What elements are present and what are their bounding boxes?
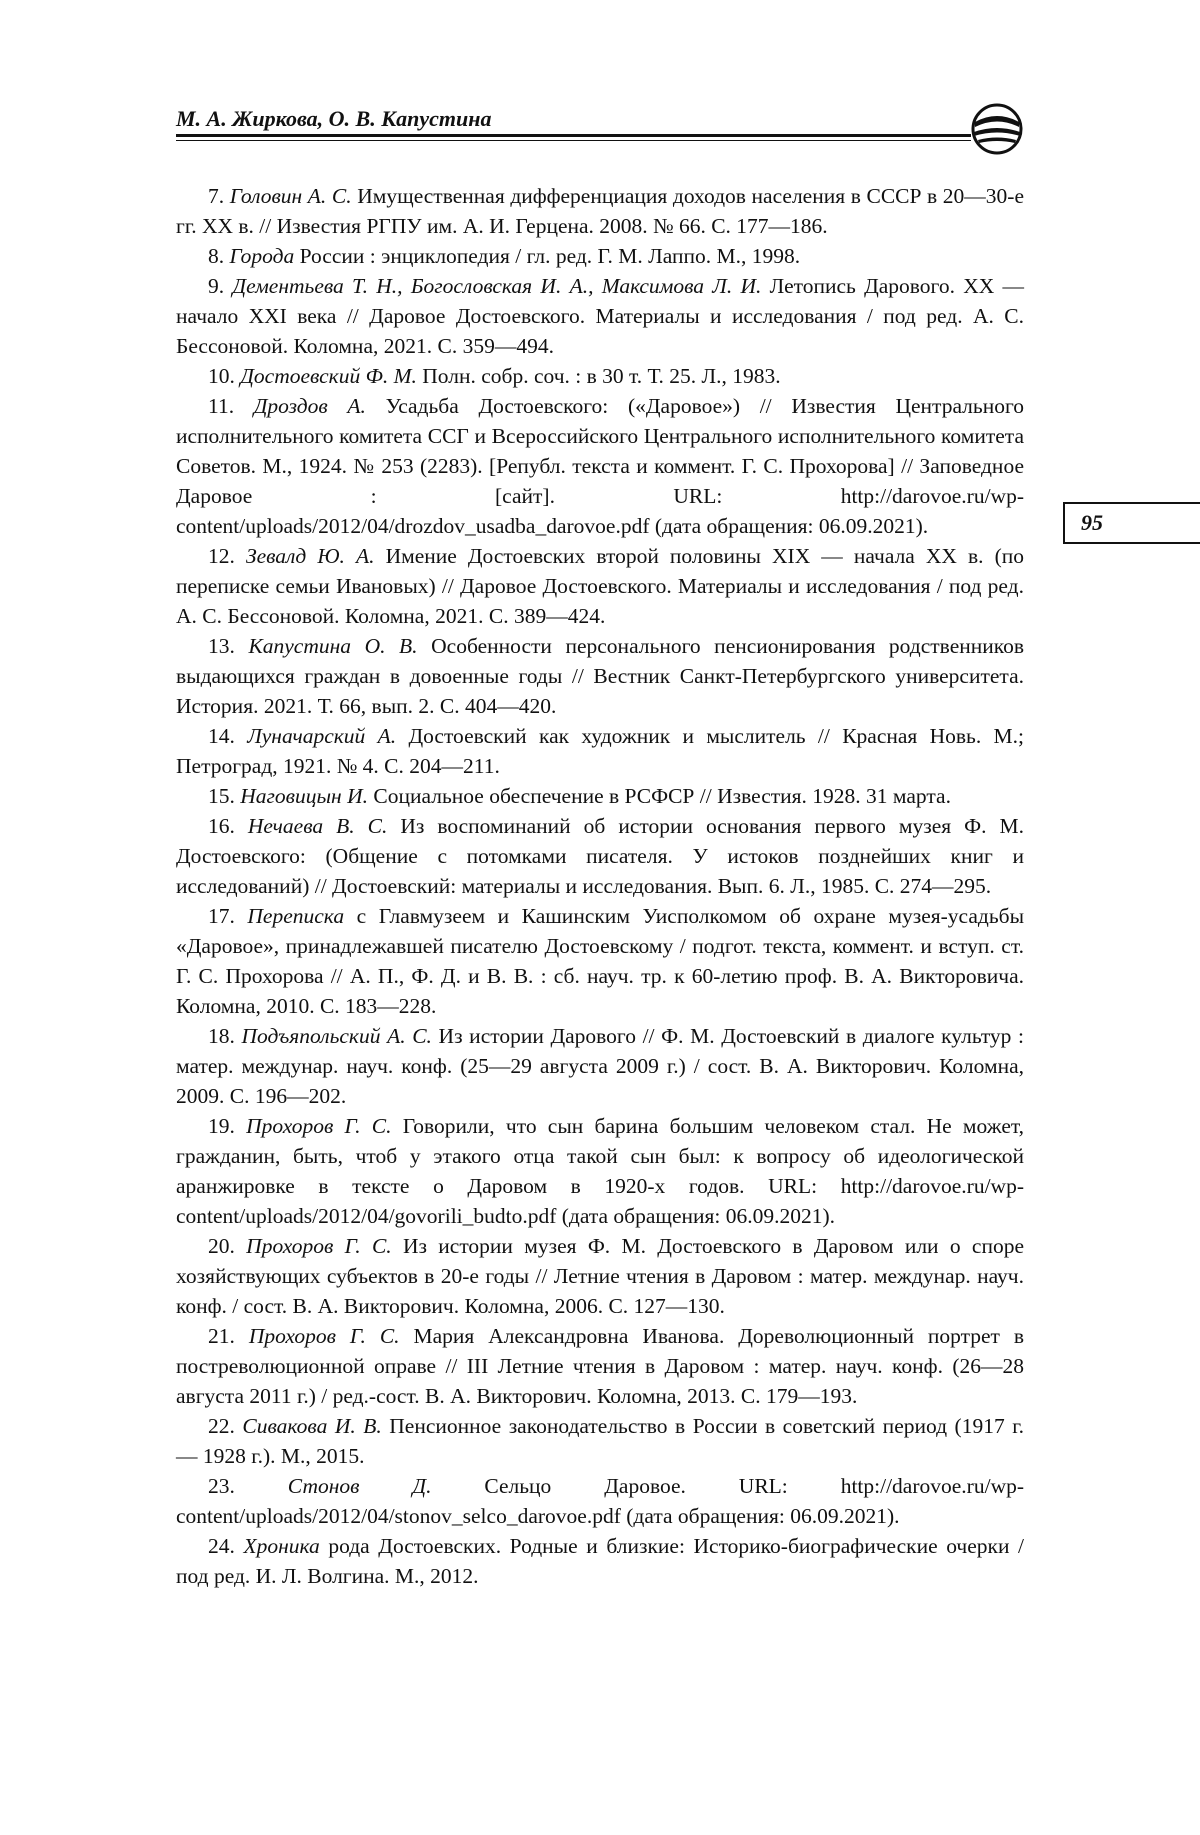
- reference-number: 13.: [208, 634, 235, 658]
- reference-item: [176, 631, 1024, 721]
- header-rule: [176, 134, 971, 137]
- reference-author: Луначарский А.: [247, 724, 397, 748]
- reference-text: Имущественная дифференциация доходов населения в СССР в 20—30-е гг. XX в. // Известия РГПУ им. А. И. Герцена. 2008. № 66. С. 177—186.: [176, 184, 1025, 238]
- reference-item: [176, 1321, 1024, 1411]
- reference-number: 11.: [208, 394, 235, 418]
- page-number: 95: [1081, 510, 1103, 535]
- reference-text: Из истории Дарового // Ф. М. Достоевский в диалоге культур : матер. междунар. науч. конф. (25—29 августа 2009 г.) / сост. В. А. Викторович. Коломна, 2009. С. 196—202.: [176, 1024, 1025, 1108]
- reference-number: 10.: [208, 364, 235, 388]
- reference-item: [176, 811, 1024, 901]
- reference-item: [176, 781, 1024, 811]
- reference-author: Сивакова И. В.: [242, 1414, 382, 1438]
- running-header: [176, 104, 1021, 148]
- reference-number: 12.: [208, 544, 235, 568]
- reference-number: 22.: [208, 1414, 235, 1438]
- reference-author: Прохоров Г. С.: [248, 1324, 400, 1348]
- reference-author: Наговицын И.: [240, 784, 369, 808]
- reference-author: Прохоров Г. С.: [246, 1114, 392, 1138]
- reference-item: [176, 241, 1024, 271]
- reference-item: [176, 1531, 1024, 1591]
- reference-item: [176, 1411, 1024, 1471]
- reference-item: [176, 721, 1024, 781]
- reference-text: Летопись Дарового. XX — начало XXI века // Даровое Достоевского. Материалы и исследования / под ред. А. С. Бессоновой. Коломна, 2021. С. 359—494.: [176, 274, 1025, 358]
- reference-text: Имение Достоевских второй половины XIX — начала XX в. (по переписке семьи Ивановых) // Даровое Достоевского. Материалы и исследования / под ред. А. С. Бессоновой. Коломна, 2021. С. 389—424.: [176, 544, 1025, 628]
- reference-text: Из воспоминаний об истории основания первого музея Ф. М. Достоевского: (Общение с потомками писателя. У истоков позднейших книг и исследований) // Достоевский: материалы и исследования. Вып. 6. Л., 1985. С. 274—295.: [176, 814, 1025, 898]
- reference-number: 8.: [208, 244, 225, 268]
- reference-item: [176, 901, 1024, 1021]
- reference-author: Дроздов А.: [253, 394, 366, 418]
- reference-text: Мария Александровна Иванова. Дореволюционный портрет в постреволюционной оправе // III Летние чтения в Даровом : матер. науч. конф. (26—28 августа 2011 г.) / ред.-сост. В. А. Викторович. Коломна, 2013. С. 179—193.: [176, 1324, 1025, 1408]
- reference-author: Нечаева В. С.: [247, 814, 388, 838]
- reference-item: [176, 361, 1024, 391]
- reference-number: 7.: [208, 184, 225, 208]
- reference-item: [176, 1231, 1024, 1321]
- reference-item: [176, 541, 1024, 631]
- reference-number: 21.: [208, 1324, 235, 1348]
- reference-text: Усадьба Достоевского: («Даровое») // Известия Центрального исполнительного комитета ССГ и Всероссийского Центрального исполнительного комитета Советов. М., 1924. № 253 (2283). [Републ. текста и коммент. Г. С. Прохорова] // Заповедное Даровое : [сайт]. URL: http://darovoe.ru/wp-content/uploads/2012/04/drozdov_usadba_darovoe.pdf (дата обращения: 06.09.2021).: [176, 394, 1024, 538]
- reference-author: Хроника: [243, 1534, 320, 1558]
- reference-text: Социальное обеспечение в РСФСР // Известия. 1928. 31 марта.: [373, 784, 951, 808]
- publisher-logo-icon: [970, 102, 1024, 156]
- reference-author: Стонов Д.: [287, 1474, 432, 1498]
- reference-author: Прохоров Г. С.: [246, 1234, 392, 1258]
- reference-item: [176, 1021, 1024, 1111]
- running-header-authors: М. А. Жиркова, О. В. Капустина: [176, 106, 492, 131]
- header-rule-thin: [176, 140, 971, 141]
- reference-text: рода Достоевских. Родные и близкие: Историко-биографические очерки / под ред. И. Л. Волгина. М., 2012.: [176, 1534, 1024, 1588]
- reference-author: Города: [229, 244, 295, 268]
- reference-author: Головин А. С.: [229, 184, 352, 208]
- reference-number: 16.: [208, 814, 235, 838]
- reference-text: Пенсионное законодательство в России в советский период (1917 г. — 1928 г.). М., 2015.: [176, 1414, 1024, 1468]
- page-number-box: [1063, 502, 1200, 544]
- reference-text: Говорили, что сын барина большим человеком стал. Не может, гражданин, быть, чтоб у этакого отца такой сын был: к вопросу об идеологической аранжировке в тексте о Даровом в 1920-х годов. URL: http://darovoe.ru/wp-content/uploads/2012/04/govorili_budto.pdf (дата обращения: 06.09.2021).: [176, 1114, 1025, 1228]
- reference-item: [176, 271, 1024, 361]
- reference-number: 14.: [208, 724, 235, 748]
- reference-text: Из истории музея Ф. М. Достоевского в Даровом или о споре хозяйствующих субъектов в 20-е годы // Летние чтения в Даровом : матер. междунар. науч. конф. / сост. В. А. Викторович. Коломна, 2006. С. 127—130.: [176, 1234, 1024, 1318]
- reference-text: России : энциклопедия / гл. ред. Г. М. Лаппо. М., 1998.: [299, 244, 801, 268]
- reference-number: 15.: [208, 784, 235, 808]
- reference-number: 23.: [208, 1474, 235, 1498]
- reference-author: Капустина О. В.: [248, 634, 418, 658]
- reference-author: Переписка: [247, 904, 345, 928]
- reference-text: Сельцо Даровое. URL: http://darovoe.ru/wp-content/uploads/2012/04/stonov_selco_darovoe.pdf (дата обращения: 06.09.2021).: [176, 1474, 1024, 1528]
- reference-number: 9.: [208, 274, 225, 298]
- reference-number: 18.: [208, 1024, 235, 1048]
- reference-author: Дементьева Т. Н., Богословская И. А., Максимова Л. И.: [232, 274, 762, 298]
- reference-number: 19.: [208, 1114, 235, 1138]
- reference-list: [176, 181, 1024, 1591]
- reference-number: 17.: [208, 904, 235, 928]
- reference-number: 20.: [208, 1234, 235, 1258]
- reference-text: Полн. собр. соч. : в 30 т. Т. 25. Л., 1983.: [422, 364, 781, 388]
- reference-text: Особенности персонального пенсионирования родственников выдающихся граждан в довоенные годы // Вестник Санкт-Петербургского университета. История. 2021. Т. 66, вып. 2. С. 404—420.: [176, 634, 1025, 718]
- reference-author: Подъяпольский А. С.: [241, 1024, 432, 1048]
- reference-text: Достоевский как художник и мыслитель // Красная Новь. М.; Петроград, 1921. № 4. С. 204—211.: [176, 724, 1025, 778]
- reference-item: [176, 1111, 1024, 1231]
- reference-author: Достоевский Ф. М.: [240, 364, 417, 388]
- reference-author: Зевалд Ю. А.: [245, 544, 375, 568]
- reference-item: [176, 1471, 1024, 1531]
- reference-number: 24.: [208, 1534, 235, 1558]
- reference-item: [176, 181, 1024, 241]
- reference-item: [176, 391, 1024, 541]
- reference-text: с Главмузеем и Кашинским Уисполкомом об охране музея-усадьбы «Даровое», принадлежавшей писателю Достоевскому / подгот. текста, коммент. и вступ. ст. Г. С. Прохорова // А. П., Ф. Д. и В. В. : сб. науч. тр. к 60-летию проф. В. А. Викторовича. Коломна, 2010. С. 183—228.: [176, 904, 1025, 1018]
